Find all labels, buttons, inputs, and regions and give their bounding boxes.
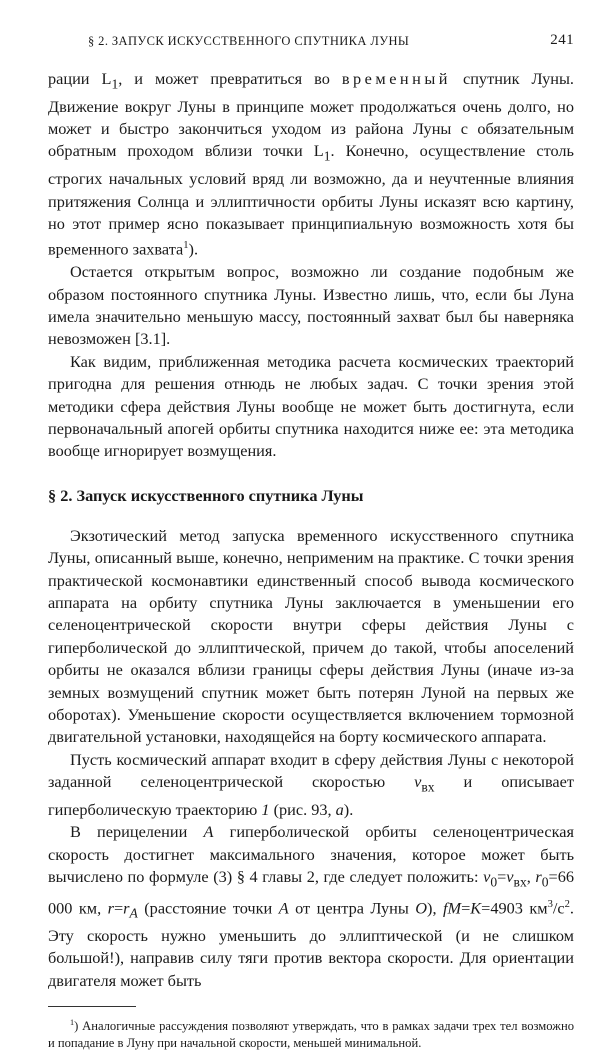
- paragraph-2: Остается открытым вопрос, возможно ли создание подобным же образом постоянного спутника Луны. Известно лишь, что, если бы Луна имела значительно меньшую массу, постоянный захват был бы наверняка невозможен [3.1].: [48, 262, 574, 349]
- p6-r0: r: [535, 867, 542, 887]
- p1-text-b: , и может превратиться во: [118, 69, 342, 88]
- page-number: 241: [550, 32, 574, 48]
- p1-text-e: ).: [188, 239, 199, 259]
- p6-eq1: =: [497, 867, 507, 887]
- p6-point-o: O: [415, 898, 428, 918]
- paragraph-6: [48, 821, 574, 992]
- p6-eq2: =: [113, 898, 124, 918]
- p6-v0-sub: 0: [490, 874, 498, 890]
- p5-var-v: v: [414, 772, 422, 792]
- footnote-number: 1: [70, 1018, 75, 1028]
- p5-var-sub: вх: [421, 779, 435, 795]
- running-head: [48, 20, 574, 46]
- footnote-text: ) Аналогичные рассуждения позволяют утверждать, что в рамках задачи трех тел возможно и попадание в Луну при начальной скорости, меньшей минимальной.: [48, 1019, 574, 1050]
- paragraph-3: Как видим, приближенная методика расчета космических траекторий пригодна для решения отнюдь не любых задач. С точки зрения этой методики сфера действия Луны вообще не может быть достигнута, если первоначальный апогей орбиты спутника находится ниже ее: эта методика вообще игнорирует возмущения.: [48, 351, 574, 461]
- p6-vvx-sub: вх: [513, 874, 527, 890]
- book-page: [48, 20, 574, 1051]
- p6-text-g: ),: [427, 898, 443, 918]
- footnote: [48, 1015, 574, 1051]
- paragraph-5: [48, 749, 574, 821]
- p6-text-e: (расстояние точки: [137, 898, 279, 918]
- p1-text-d: . Конечно, осуществление столь строгих начальных условий вряд ли возможно, да и неучтенные влияния притяжения Солнца и эллиптичности орбиты Луны исказят всю картину, но этот пример ясно показывает принципиальную возможность хотя бы временного захвата: [48, 141, 574, 259]
- p6-text-j: . Эту скорость нужно уменьшить до эллиптической (и не слишком большой!), направив силу тяги против вектора скорости. Для ориентации двигателя может быть: [48, 898, 574, 990]
- p1-subscript-a: 1: [111, 76, 119, 92]
- p6-text-d: =66 000 км,: [48, 867, 575, 918]
- p6-fm: fM: [443, 898, 462, 918]
- p6-sec-squared: 2: [564, 898, 570, 910]
- p5-text-c: (рис. 93,: [269, 799, 336, 819]
- p6-text-a: В перицелении: [70, 822, 204, 842]
- running-title: § 2. ЗАПУСК ИСКУССТВЕННОГО СПУТНИКА ЛУНЫ: [88, 34, 410, 48]
- p5-text-d: ).: [343, 799, 354, 819]
- p1-text-a: рации L: [48, 69, 112, 88]
- p6-r0-sub: 0: [541, 874, 549, 890]
- p5-trajectory-number: 1: [261, 799, 270, 819]
- page-body: [48, 68, 574, 992]
- p5-text-b: и описывает гиперболическую траекторию: [48, 772, 574, 819]
- p5-text-a: Пусть космический аппарат входит в сферу действия Луны с некоторой заданной селеноцентрической скоростью: [48, 749, 574, 792]
- p6-r: r: [107, 898, 114, 918]
- p5-figure-letter: а: [335, 799, 344, 819]
- p1-text-c: спутник Луны. Движение вокруг Луны в принципе может продолжаться очень долго, но может и быстро закончиться уходом из района Луны с обязательным обратным проходом вблизи точки L: [48, 69, 575, 161]
- p6-point-a2: A: [278, 898, 289, 918]
- p6-text-f: от центра Луны: [288, 898, 416, 918]
- p6-vvx: v: [506, 867, 514, 887]
- footnote-divider: [48, 1006, 136, 1007]
- p6-text-b: гиперболической орбиты селеноцентрическая скорость достигнет максимального значения, которое может быть вычислено по формуле (3) § 4 главы 2, где следует положить:: [48, 822, 574, 887]
- p6-text-i: /с: [552, 898, 565, 918]
- p1-spaced-word: временный: [341, 69, 452, 88]
- footnote-mark: 1: [183, 240, 189, 252]
- p6-ra-sub: A: [129, 905, 138, 921]
- p6-ra: r: [123, 898, 130, 918]
- paragraph-4: Экзотический метод запуска временного искусственного спутника Луны, описанный выше, конечно, неприменим на практике. С точки зрения практической космонавтики единственный способ вывода космического аппарата на орбиту спутника Луны заключается в уменьшении его селеноцентрической скорости внутри сферы действия Луны с гиперболической до эллиптической, причем до такой, чтобы апоселений орбиты не оказался вблизи границы сферы действия Луны (иначе из-за земных возмущений спутник может быть потерян Луной на первых же оборотах). Уменьшение скорости осуществляется включением тормозной двигательной установки, находящейся на борту космического аппарата.: [48, 525, 574, 747]
- p6-km-cubed: 3: [547, 898, 553, 910]
- p6-text-h: =4903 км: [481, 898, 548, 918]
- footnote-body: [48, 1015, 574, 1051]
- p6-text-c: ,: [526, 867, 536, 887]
- p1-subscript-c: 1: [323, 148, 331, 164]
- p6-v0: v: [483, 867, 491, 887]
- paragraph-1: [48, 68, 574, 261]
- p6-point-a: A: [203, 822, 214, 842]
- p6-eq3: =: [461, 898, 471, 918]
- p6-k: K: [470, 898, 482, 918]
- section-heading: § 2. Запуск искусственного спутника Луны: [48, 485, 364, 505]
